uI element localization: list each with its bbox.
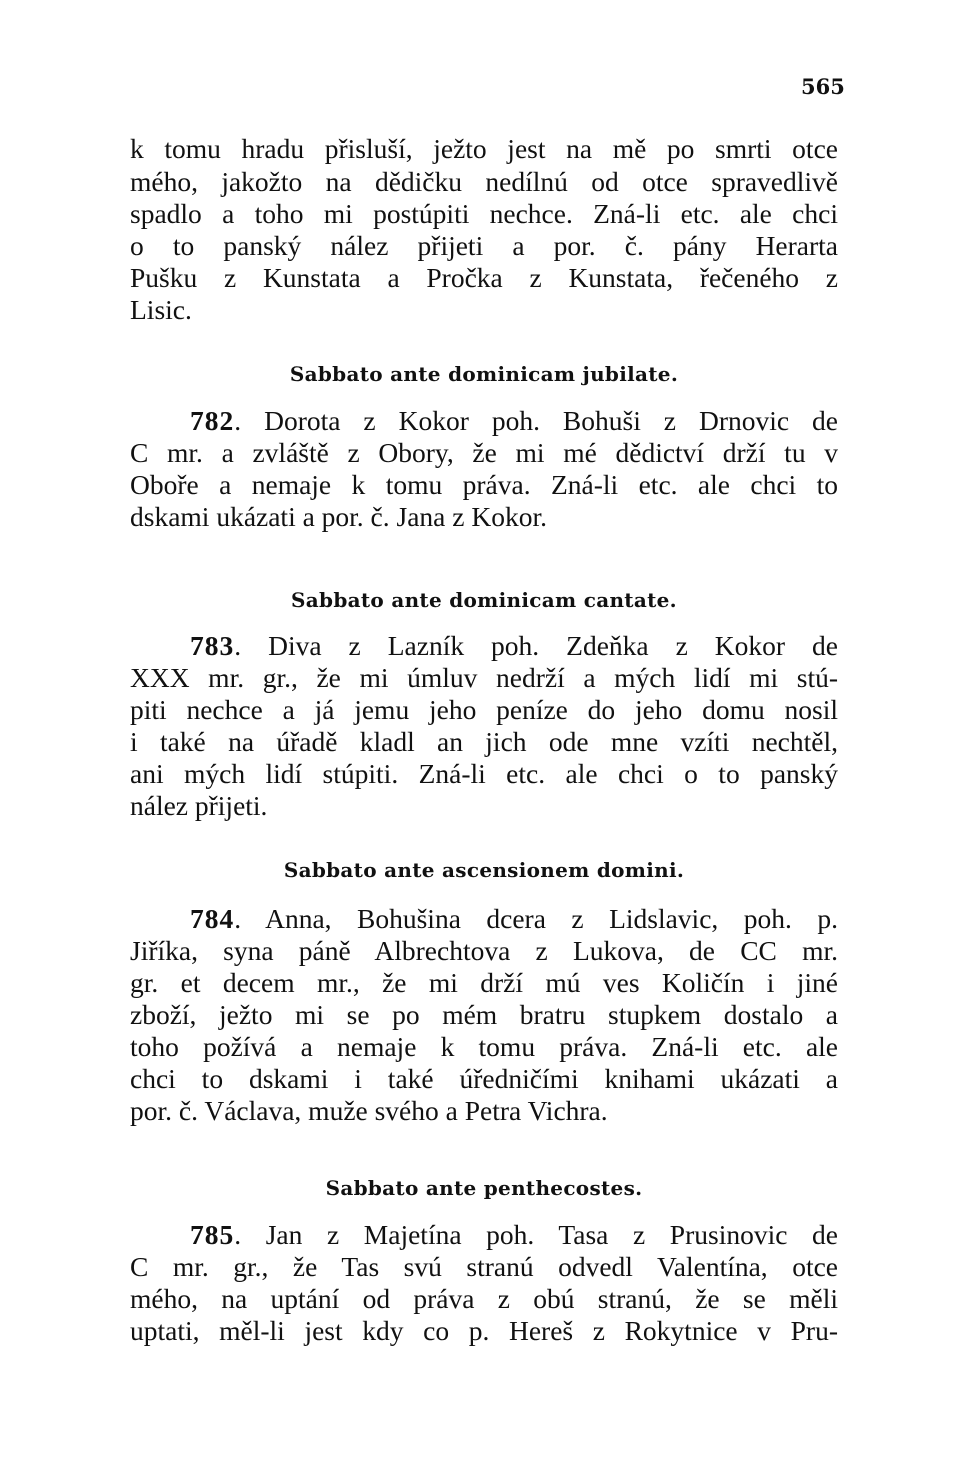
entry-first-line (190, 630, 838, 662)
entry-number: 784 (190, 903, 235, 934)
text-line: gr. et decem mr., že mi drží mú ves Količín i jiné (130, 967, 838, 998)
text-line: zboží, ježto mi se po mém bratru stupkem dostalo a (130, 999, 838, 1030)
text-line: k tomu hradu přisluší, ježto jest na mě po smrti otce (130, 133, 838, 164)
page-number: 565 (801, 74, 845, 99)
text-line: XXX mr. gr., že mi úmluv nedrží a mých lidí mi stú- (130, 662, 838, 693)
entry-text: . Jan z Majetína poh. Tasa z Prusinovic de (234, 1219, 838, 1250)
entry-number: 783 (190, 630, 235, 661)
text-line: C mr. gr., že Tas svú stranú odvedl Valentína, otce (130, 1251, 838, 1282)
entry-first-line (190, 903, 838, 935)
entry-number: 785 (190, 1219, 235, 1250)
text-line: C mr. a zvláště z Obory, že mi mé dědictví drží tu v (130, 437, 838, 468)
entry-first-line (190, 1219, 838, 1251)
text-line: chci to dskami i také úředničími knihami ukázati a (130, 1063, 838, 1094)
entry-text: . Dorota z Kokor poh. Bohuši z Drnovic de (234, 405, 838, 436)
text-line: Oboře a nemaje k tomu práva. Zná-li etc. ale chci to (130, 469, 838, 500)
section-heading: Sabbato ante dominicam jubilate. (289, 362, 679, 386)
text-line: i také na úřadě kladl an jich ode mne vzíti nechtěl, (130, 726, 838, 757)
text-line: Jiříka, syna páně Albrechtova z Lukova, de CC mr. (130, 935, 838, 966)
section-heading: Sabbato ante dominicam cantate. (291, 588, 677, 612)
text-line: ani mých lidí stúpiti. Zná-li etc. ale chci o to panský (130, 758, 838, 789)
text-line: mého, na uptání od práva z obú stranú, že se měli (130, 1283, 838, 1314)
entry-text: . Diva z Lazník poh. Zdeňka z Kokor de (234, 630, 838, 661)
entry-text: . Anna, Bohušina dcera z Lidslavic, poh. p. (234, 903, 838, 934)
text-line: nález přijeti. (130, 790, 268, 821)
section-heading: Sabbato ante penthecostes. (325, 1176, 643, 1200)
entry-first-line (190, 405, 838, 437)
text-line: mého, jakožto na dědičku nedílnú od otce spravedlivě (130, 166, 838, 197)
text-line: por. č. Václava, muže svého a Petra Vichra. (130, 1095, 608, 1126)
text-line: Lisic. (130, 294, 192, 325)
text-line: piti nechce a já jemu jeho peníze do jeho domu nosil (130, 694, 838, 725)
entry-number: 782 (190, 405, 235, 436)
text-line: spadlo a toho mi postúpiti nechce. Zná-li etc. ale chci (130, 198, 838, 229)
text-line: Pušku z Kunstata a Pročka z Kunstata, řečeného z (130, 262, 838, 293)
text-line: uptati, měl-li jest kdy co p. Hereš z Rokytnice v Pru- (130, 1315, 838, 1346)
section-heading: Sabbato ante ascensionem domini. (283, 858, 685, 882)
text-line: dskami ukázati a por. č. Jana z Kokor. (130, 501, 547, 532)
text-line: toho požívá a nemaje k tomu práva. Zná-li etc. ale (130, 1031, 838, 1062)
text-line: o to panský nález přijeti a por. č. pány Herarta (130, 230, 838, 261)
